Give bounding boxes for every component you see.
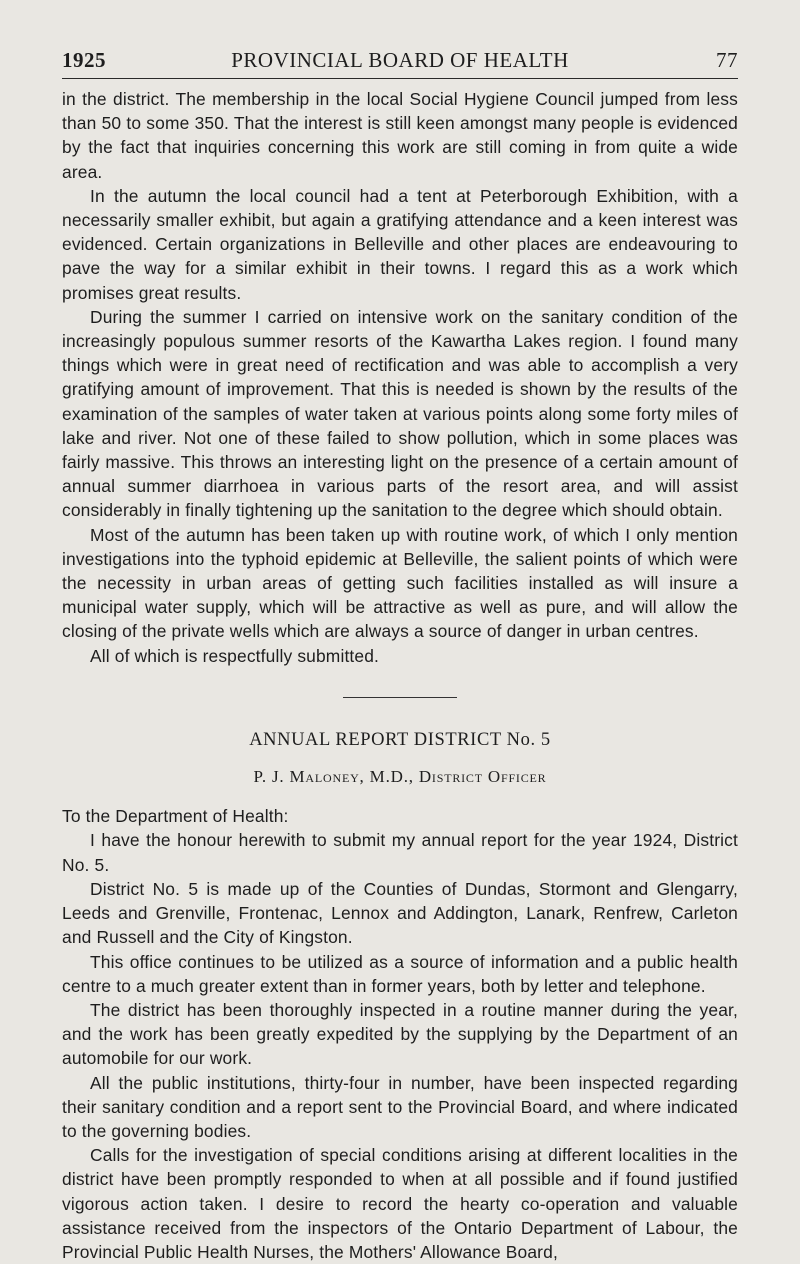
- section-divider: [343, 697, 457, 698]
- paragraph: All of which is respectfully submitted.: [90, 645, 380, 666]
- paragraph: District No. 5 is made up of the Counties of Dundas, Stormont and Glengarry, Leeds and Grenville, Frontenac, Lennox and Addington, Lanark, Renfrew, Carleton and Russell and the City of Kingston.: [62, 878, 738, 948]
- header-year: 1925: [62, 48, 106, 72]
- paragraph: Most of the autumn has been taken up with routine work, of which I only mention investigations into the typhoid epidemic at Belleville, the salient points of which were the necessity in urban areas of getting such facilities installed as will insure a municipal water supply, which will be attractive as well as pure, and will allow the closing of the private wells which are always a source of danger in urban centres.: [62, 524, 738, 642]
- paragraph: All the public institutions, thirty-four in number, have been inspected regarding their sanitary condition and a report sent to the Provincial Board, and where indicated to the governing bodies.: [62, 1072, 738, 1141]
- header-title: PROVINCIAL BOARD OF HEALTH: [231, 48, 569, 72]
- paragraph: In the autumn the local council had a tent at Peterborough Exhibition, with a necessarily smaller exhibit, but again a gratifying attendance and a keen interest was evidenced. Certain organizations in Belleville and other places are endeavouring to pave the way for a similar exhibit in their towns. I regard this as a work which promises great results.: [62, 185, 738, 303]
- paragraph: During the summer I carried on intensive work on the sanitary condition of the increasingly populous summer resorts of the Kawartha Lakes region. I found many things which were in great need of rectification and was able to accomplish a very gratifying amount of improvement. That this is needed is shown by the results of the examination of the samples of water taken at various points along some forty miles of lake and river. Not one of these failed to show pollution, which in some places was fairly massive. This throws an interesting light on the presence of a certain amount of annual summer diarrhoea in various parts of the resort area, and will assist considerably in finally tightening up the sanitation to the degree which should obtain.: [62, 306, 738, 521]
- paragraph: I have the honour herewith to submit my annual report for the year 1924, District No. 5.: [62, 830, 738, 875]
- paragraph: Calls for the investigation of special conditions arising at different localities in the district have been promptly responded to when at all possible and if found justified vigorous action taken. I desire to record the hearty co-operation and valuable assistance received from the inspectors of the Ontario Department of Labour, the Provincial Public Health Nurses, the Mothers' Allowance Board,: [62, 1145, 738, 1262]
- report-title: ANNUAL REPORT DISTRICT No. 5: [249, 729, 551, 750]
- paragraph: The district has been thoroughly inspected in a routine manner during the year, and the work has been greatly expedited by the supplying by the Department of an automobile for our work.: [62, 999, 738, 1069]
- page-number: 77: [716, 48, 738, 72]
- paragraph: in the district. The membership in the local Social Hygiene Council jumped from less than 50 to some 350. That the interest is still keen amongst many people is evidenced by the fact that inquiries concerning this work are still coming in from quite a wide area.: [62, 89, 738, 182]
- salutation: To the Department of Health:: [62, 806, 289, 827]
- running-header: [62, 46, 738, 79]
- page-body: [62, 87, 738, 1264]
- report-officer: P. J. Maloney, M.D., District Officer: [253, 767, 547, 787]
- paragraph: This office continues to be utilized as a source of information and a public health centre to a much greater extent than in former years, both by letter and telephone.: [62, 951, 738, 996]
